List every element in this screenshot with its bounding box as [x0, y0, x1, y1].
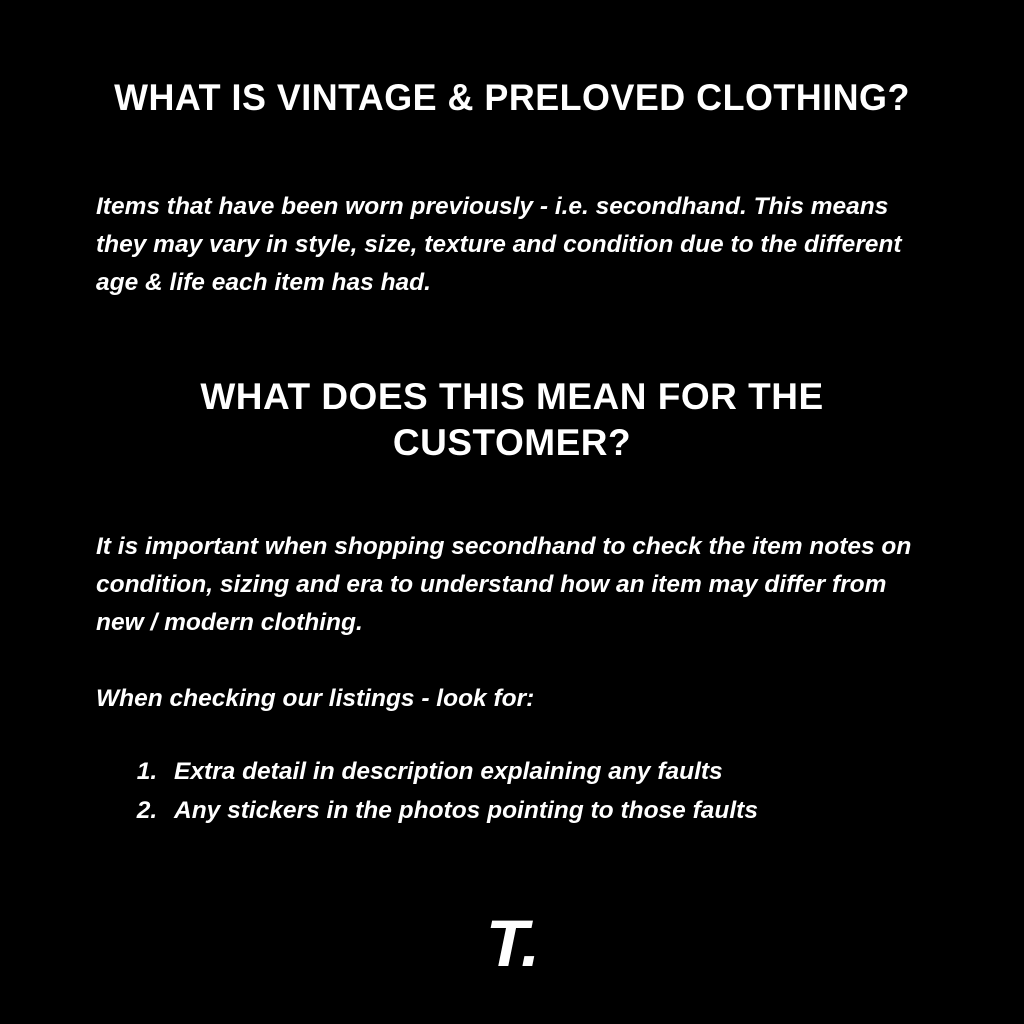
- list-item: 1. Extra detail in description explaining any faults: [164, 752, 928, 791]
- intro-paragraph: Items that have been worn previously - i.e. secondhand. This means they may vary in style, size, texture and condition due to the different age & life each item has had.: [96, 193, 902, 296]
- logo-wordmark: T.: [485, 906, 539, 980]
- lookfor-block: [96, 680, 928, 718]
- intro-block: [96, 188, 928, 302]
- checklist: [118, 752, 928, 830]
- brand-logo: [0, 906, 1024, 980]
- list-item: 2. Any stickers in the photos pointing to those faults: [164, 791, 928, 830]
- section-heading-customer: WHAT DOES THIS MEAN FOR THE CUSTOMER?: [200, 376, 824, 464]
- page-title: WHAT IS VINTAGE & PRELOVED CLOTHING?: [114, 77, 910, 118]
- lookfor-lead: When checking our listings - look for:: [96, 685, 535, 712]
- body-paragraph: It is important when shopping secondhand to check the item notes on condition, sizing and era to understand how an item may differ from new / modern clothing.: [96, 533, 912, 636]
- body-block: [96, 528, 928, 642]
